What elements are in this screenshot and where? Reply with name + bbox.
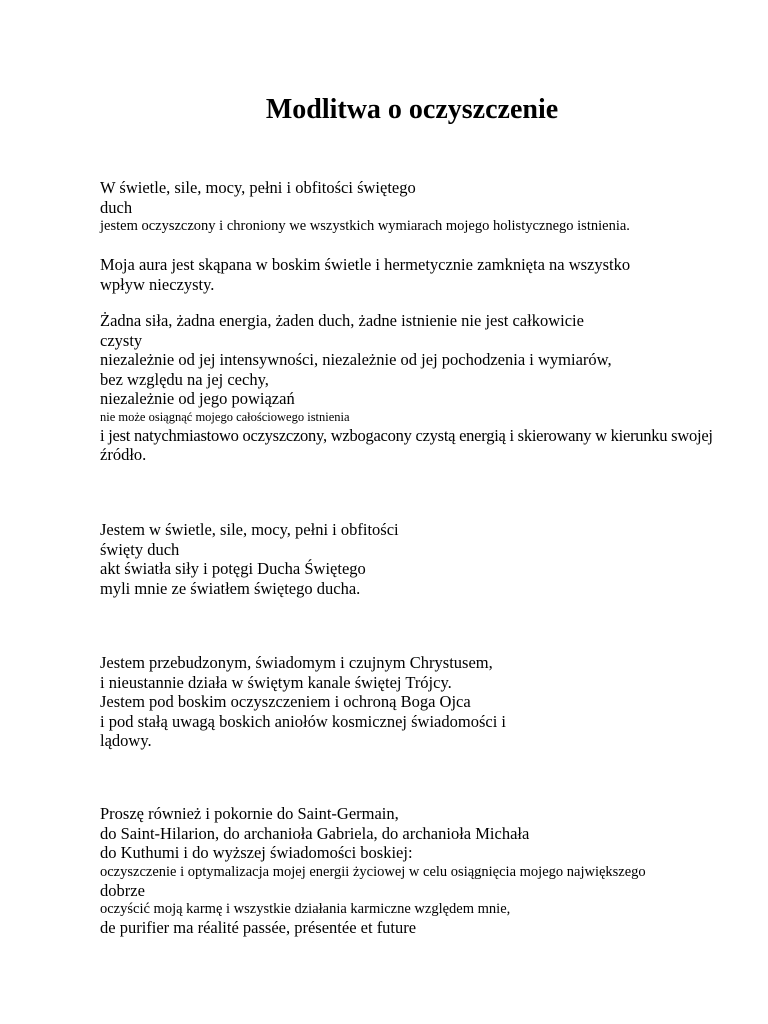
- text-line: myli mnie ze światłem świętego ducha.: [100, 578, 361, 598]
- text-line: de purifier ma réalité passée, présentée et future: [100, 918, 417, 937]
- text-line: do Kuthumi i do wyższej świadomości boskiej:: [100, 843, 413, 862]
- text-line: duch: [100, 197, 133, 217]
- text-line: Jestem w świetle, sile, mocy, pełni i obfitości: [100, 520, 399, 539]
- text-line: i pod stałą uwagą boskich aniołów kosmicznej świadomości i: [100, 711, 507, 731]
- paragraph-3: [100, 311, 713, 465]
- text-line: bez względu na jej cechy,: [100, 369, 269, 389]
- text-line: W świetle, sile, mocy, pełni i obfitości świętego: [100, 178, 416, 197]
- text-line: Żadna siła, żadna energia, żaden duch, żadne istnienie nie jest całkowicie: [100, 311, 584, 330]
- text-line: oczyszczenie i optymalizacja mojej energii życiowej w celu osiągnięcia mojego największego: [100, 863, 646, 880]
- text-line: do Saint-Hilarion, do archanioła Gabriela, do archanioła Michała: [100, 823, 530, 843]
- paragraph-6: [100, 804, 646, 938]
- text-line: Proszę również i pokornie do Saint-Germain,: [100, 804, 399, 823]
- text-line: i jest natychmiastowo oczyszczony, wzbogacony czystą energią i skierowany w kierunku swojej: [100, 425, 713, 445]
- paragraph-1: [100, 178, 630, 235]
- document-title: Modlitwa o oczyszczenie: [265, 94, 559, 125]
- text-line: lądowy.: [100, 731, 152, 750]
- text-line: niezależnie od jej intensywności, niezależnie od jej pochodzenia i wymiarów,: [100, 350, 612, 369]
- text-line: Jestem pod boskim oczyszczeniem i ochroną Boga Ojca: [100, 692, 471, 711]
- text-line: wpływ nieczysty.: [100, 274, 215, 294]
- text-line: święty duch: [100, 539, 180, 559]
- text-line: niezależnie od jego powiązań: [100, 389, 295, 408]
- text-line: dobrze: [100, 880, 145, 900]
- paragraph-4: [100, 520, 399, 598]
- text-line: i nieustannie działa w świętym kanale świętej Trójcy.: [100, 672, 452, 692]
- text-line: Moja aura jest skąpana w boskim świetle i hermetycznie zamknięta na wszystko: [100, 255, 631, 274]
- text-line: Jestem przebudzonym, świadomym i czujnym Chrystusem,: [100, 653, 493, 672]
- text-line: akt światła siły i potęgi Ducha Świętego: [100, 559, 366, 578]
- text-line: czysty: [100, 330, 143, 350]
- text-line: oczyścić moją karmę i wszystkie działania karmiczne względem mnie,: [100, 901, 511, 917]
- text-line: jestem oczyszczony i chroniony we wszystkich wymiarach mojego holistycznego istnienia.: [100, 218, 630, 234]
- paragraph-5: [100, 653, 506, 751]
- text-line: źródło.: [100, 445, 147, 464]
- text-line: nie może osiągnąć mojego całościowego istnienia: [100, 409, 350, 424]
- paragraph-2: [100, 255, 630, 294]
